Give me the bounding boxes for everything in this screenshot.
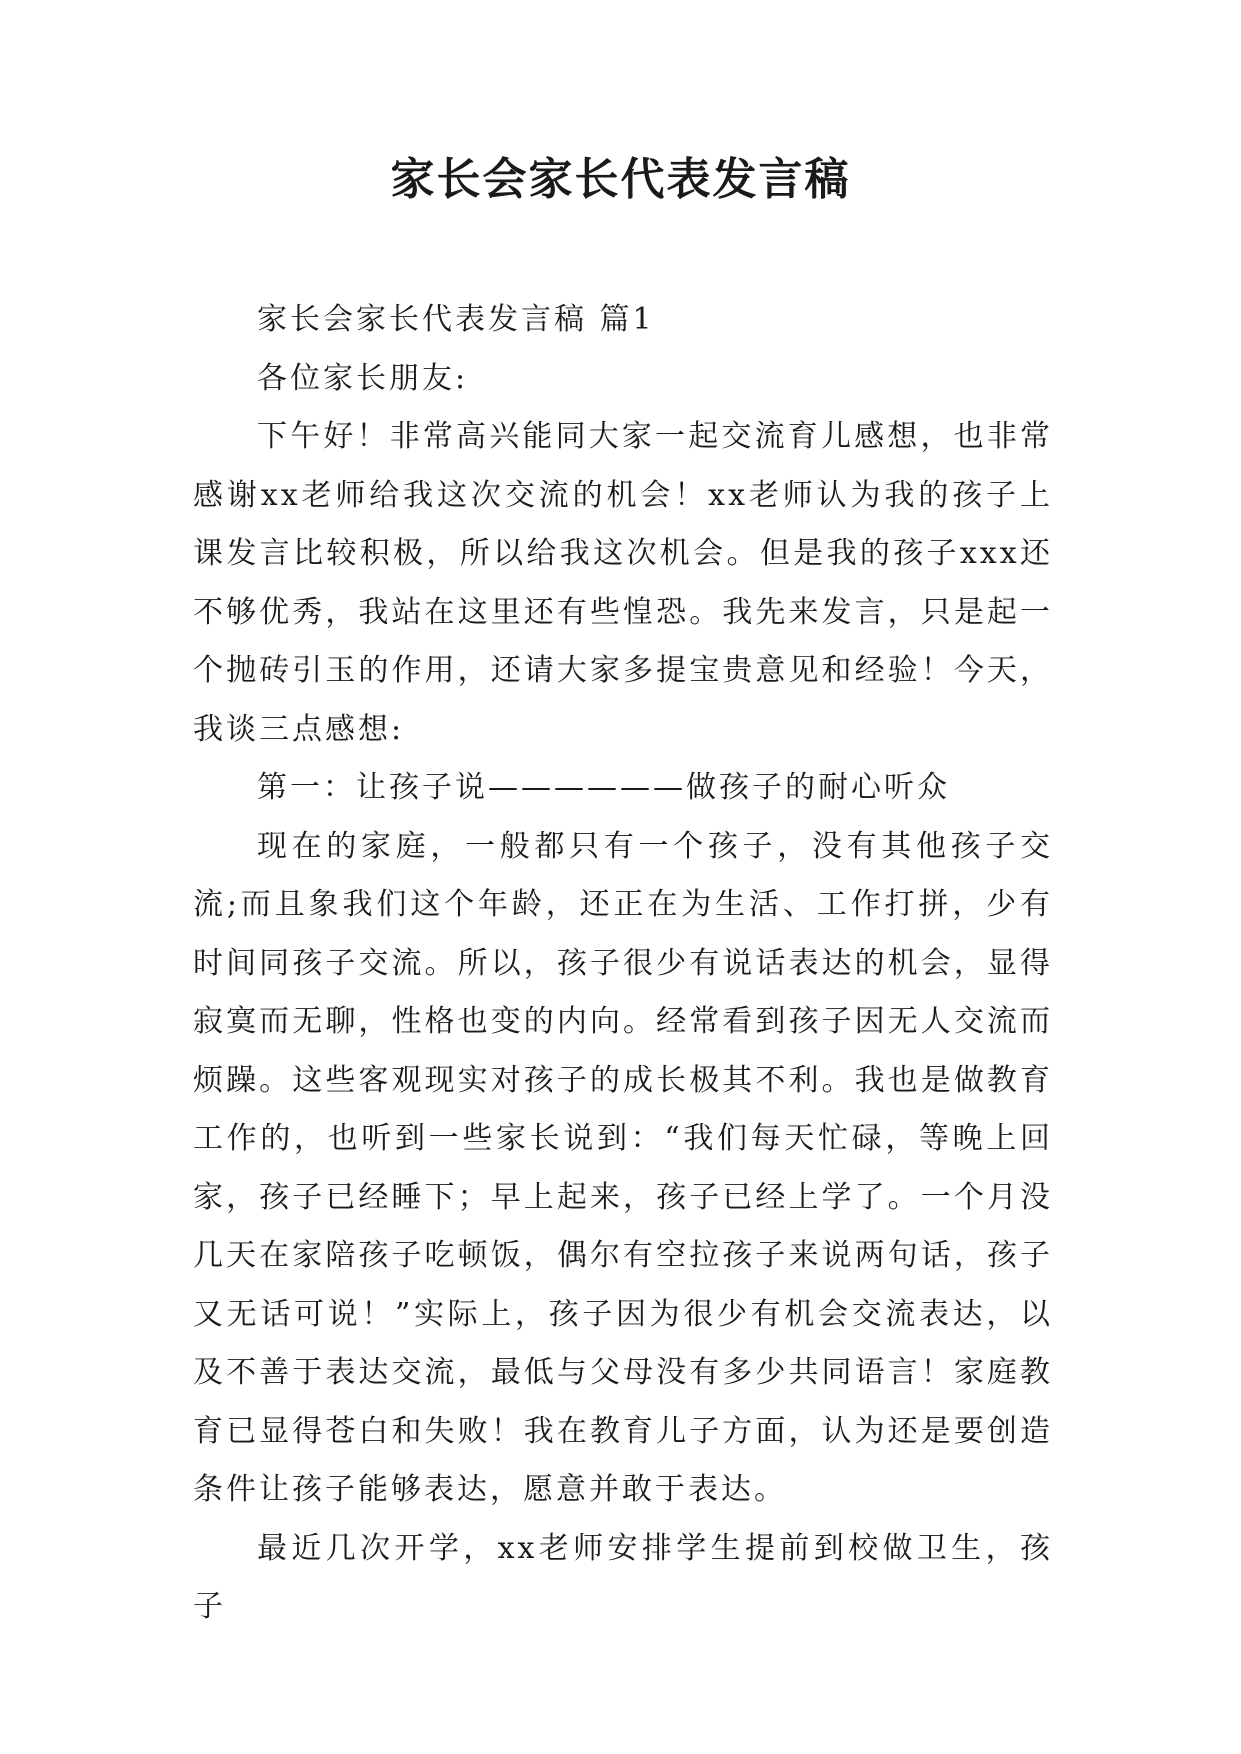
paragraph-school-start: 最近几次开学，xx老师安排学生提前到校做卫生，孩子 (193, 1530, 1053, 1624)
paragraph-family: 现在的家庭，一般都只有一个孩子，没有其他孩子交流;而且象我们这个年龄，还正在为生活、工作打拼，少有时间同孩子交流。所以，孩子很少有说话表达的机会，显得寂寞而无聊，性格也变的内向。经常看到孩子因无人交流而烦躁。这些客观现实对孩子的成长极其不利。我也是做教育工作的，也听到一些家长说到：“我们每天忙碌，等晚上回家，孩子已经睡下；早上起来，孩子已经上学了。一个月没几天在家陪孩子吃顿饭，偶尔有空拉孩子来说两句话，孩子又无话可说！”实际上，孩子因为很少有机会交流表达，以及不善于表达交流，最低与父母没有多少共同语言！家庭教育已显得苍白和失败！我在教育儿子方面，认为还是要创造条件让孩子能够表达，愿意并敢于表达。 (193, 828, 1053, 1507)
document-body (193, 291, 1053, 1637)
document-title: 家长会家长代表发言稿 (390, 154, 851, 205)
section-heading: 家长会家长代表发言稿 篇1 (257, 302, 655, 337)
point-one-heading: 第一：让孩子说——————做孩子的耐心听众 (257, 770, 950, 805)
salutation: 各位家长朋友: (257, 360, 469, 396)
paragraph-greeting: 下午好！非常高兴能同大家一起交流育儿感想，也非常感谢xx老师给我这次交流的机会！xx老师认为我的孩子上课发言比较积极，所以给我这次机会。但是我的孩子xxx还不够优秀，我站在这里还有些惶恐。我先来发言，只是起一个抛砖引玉的作用，还请大家多提宝贵意见和经验！今天，我谈三点感想: (193, 419, 1053, 747)
